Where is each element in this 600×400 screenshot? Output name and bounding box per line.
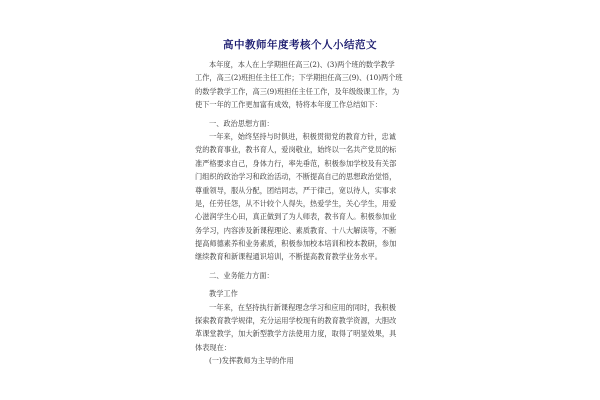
document-line: 提高师德素养和业务素质，积极参加校本培训和校本教研，参加 xyxy=(195,239,397,249)
document-title: 高中教师年度考核个人小结范文 xyxy=(223,39,377,51)
document-line: 务学习，内容涉及新课程理论、素质教育、十八大解读等，不断 xyxy=(195,225,397,235)
document-line: 继续教育和新课程通识培训，不断提高教育教学业务水平。 xyxy=(195,252,382,262)
document-line: 一、政治思想方面： xyxy=(209,118,274,128)
document-line: 尊重领导，服从分配，团结同志，严于律己，宽以待人，实事求 xyxy=(195,185,397,195)
document-line: 使下一年的工作更加富有成效，特将本年度工作总结如下： xyxy=(195,100,382,110)
document-line: 是，任劳任怨，从不计较个人得失，热爱学生，关心学生，用爱 xyxy=(195,198,397,208)
document-line: 门组织的政治学习和政治活动，不断提高自己的思想政治觉悟， xyxy=(195,172,397,182)
document-line: 体表现在： xyxy=(195,342,231,352)
document-line: 探索教育教学规律，充分运用学校现有的教育教学资源，大胆改 xyxy=(195,316,397,326)
document-line: 一年来，始终坚持与时俱进，积极贯彻党的教育方针，忠诚 xyxy=(209,131,396,141)
document-line: (一)发挥教师为主导的作用 xyxy=(209,356,294,366)
document-line: 革课堂教学，加大新型教学方法使用力度，取得了明显效果，具 xyxy=(195,329,397,339)
document-line: 党的教育事业，教书育人，爱岗敬业，始终以一名共产党员的标 xyxy=(195,145,397,155)
document-body xyxy=(195,58,417,368)
document-line: 教学工作 xyxy=(209,289,238,299)
document-line: 本年度，本人在上学期担任高三(2)、(3)两个班的数学教学 xyxy=(209,60,395,69)
document-line: 的数学教学工作，高三(9)班担任主任工作，及年级级课工作，为 xyxy=(195,86,400,96)
document-line: 心滋润学生心田，真正做到了为人师表，教书育人。积极参加业 xyxy=(195,212,397,222)
document-line: 一年来，在坚持执行新课程理念学习和应用的同时，我积极 xyxy=(209,302,396,312)
document-line: 二、业务能力方面： xyxy=(209,270,274,280)
document-line: 工作，高三(2)班担任主任工作；下学期担任高三(9)、(10)两个班 xyxy=(195,73,403,83)
document-line: 准严格要求自己，身体力行，率先垂范，积极参加学校及有关部 xyxy=(195,158,397,168)
